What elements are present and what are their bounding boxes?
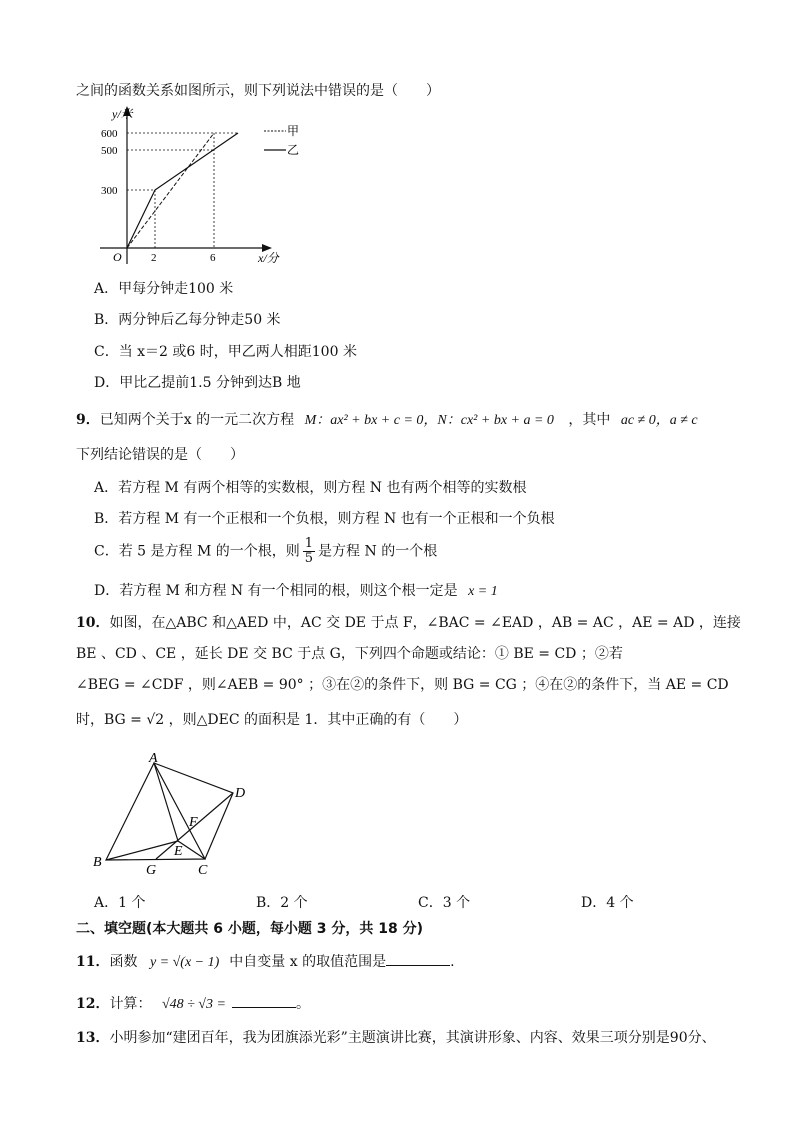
q8-distance-time-graph	[90, 104, 310, 274]
x-tick-2: 2	[151, 252, 157, 264]
point-g-label: G	[146, 863, 157, 878]
q9-option-c[interactable]	[94, 537, 437, 566]
q12-line	[76, 993, 310, 1014]
q9-option-d-text: D．若方程 M 和方程 N 有一个相同的根，则这个根一定是	[94, 583, 458, 599]
q9-option-b[interactable]: B．若方程 M 有一个正根和一个负根，则方程 N 也有一个正根和一个负根	[94, 511, 555, 527]
point-c-label: C	[198, 863, 208, 878]
x-axis-label: x/分	[258, 251, 279, 265]
y-tick-600: 600	[101, 128, 118, 140]
q11-text-end: .	[450, 954, 455, 970]
q13-number: 13．	[76, 1030, 110, 1046]
q12-text-a: 计算：	[109, 996, 152, 1012]
q9-stem-b: ，其中	[568, 412, 611, 428]
point-a-label: A	[149, 752, 158, 766]
q12-answer-blank[interactable]	[232, 993, 296, 1008]
q10-option-a[interactable]: A．1 个	[94, 895, 146, 911]
q8-option-b[interactable]: B．两分钟后乙每分钟走50 米	[94, 312, 281, 328]
q11-number: 11．	[76, 954, 110, 970]
origin-label: O	[113, 250, 122, 264]
q13-text: 小明参加“建团百年，我为团旗添光彩”主题演讲比赛，其演讲形象、内容、效果三项分别是90分、	[109, 1030, 716, 1046]
q10-line1-text: 如图，在△ABC 和△AED 中，AC 交 DE 于点 F，∠BAC = ∠EAD ，AB = AC ，AE = AD ，连接	[109, 615, 741, 631]
q8-option-d[interactable]: D．甲比乙提前1.5 分钟到达B 地	[94, 375, 301, 391]
section-heading-fill-in: 二、填空题(本大题共 6 小题，每小题 3 分，共 18 分)	[76, 921, 424, 937]
q10-number: 10．	[76, 615, 110, 631]
q9-stem-a: 已知两个关于x 的一元二次方程	[99, 412, 295, 428]
q9-option-a[interactable]: A．若方程 M 有两个相等的实数根，则方程 N 也有两个相等的实数根	[94, 480, 527, 496]
point-b-label: B	[93, 855, 102, 870]
q12-math: √48 ÷ √3 =	[161, 997, 226, 1012]
q13-line	[76, 1029, 716, 1047]
y-tick-300: 300	[101, 185, 118, 197]
q8-option-a[interactable]: A．甲每分钟走100 米	[94, 281, 234, 297]
y-tick-500: 500	[101, 145, 118, 157]
q8-stem: 之间的函数关系如图所示，则下列说法中错误的是（ ）	[76, 83, 440, 99]
legend-jia: 甲	[287, 124, 300, 138]
q11-line	[76, 951, 455, 972]
q11-text-a: 函数	[109, 954, 138, 970]
q9-option-d-math: x = 1	[468, 584, 498, 599]
q9-number: 9．	[76, 412, 100, 428]
q9-option-c-fraction: $\frac{1}{5}$	[304, 536, 314, 566]
q10-option-b[interactable]: B．2 个	[256, 895, 308, 911]
x-tick-6: 6	[210, 252, 216, 264]
q10-line1	[76, 614, 741, 632]
q12-number: 12．	[76, 996, 110, 1012]
q9-option-c-text1: C．若 5 是方程 M 的一个根，则	[94, 543, 300, 560]
q11-text-b: 中自变量 x 的取值范围是	[229, 954, 387, 970]
q11-math: y = √(x − 1)	[149, 955, 220, 970]
q9-line1	[76, 411, 698, 430]
point-d-label: D	[235, 786, 246, 801]
q10-line4: 时，BG = √2 ，则△DEC 的面积是 1．其中正确的有（ ）	[76, 712, 468, 728]
q10-option-c[interactable]: C．3 个	[418, 895, 471, 911]
q11-answer-blank[interactable]	[386, 951, 450, 966]
legend-yi: 乙	[287, 143, 300, 157]
q9-condition: ac ≠ 0，a ≠ c	[620, 413, 698, 428]
q10-line3: ∠BEG = ∠CDF ，则∠AEB = 90° ；③在②的条件下，则 BG = CG ；④在②的条件下，当 AE = CD	[76, 677, 729, 693]
q10-option-d[interactable]: D．4 个	[581, 895, 634, 911]
q9-option-d[interactable]	[94, 582, 498, 601]
q10-line2: BE 、CD 、CE ，延长 DE 交 BC 于点 G，下列四个命题或结论：① BE = CD ；②若	[76, 646, 623, 662]
y-axis-label: y/米	[112, 107, 133, 121]
point-f-label: F	[189, 815, 198, 830]
q8-option-c[interactable]: C．当 x＝2 或6 时，甲乙两人相距100 米	[94, 344, 357, 360]
point-e-label: E	[174, 844, 183, 859]
q9-option-c-text2: 是方程 N 的一个根	[318, 543, 438, 560]
q9-equations: M：ax² + bx + c = 0，N：cx² + bx + a = 0	[304, 413, 554, 428]
q9-stem-c: 下列结论错误的是（ ）	[76, 447, 244, 463]
q10-triangle-figure	[90, 752, 260, 882]
q12-text-end: 。	[295, 996, 310, 1012]
